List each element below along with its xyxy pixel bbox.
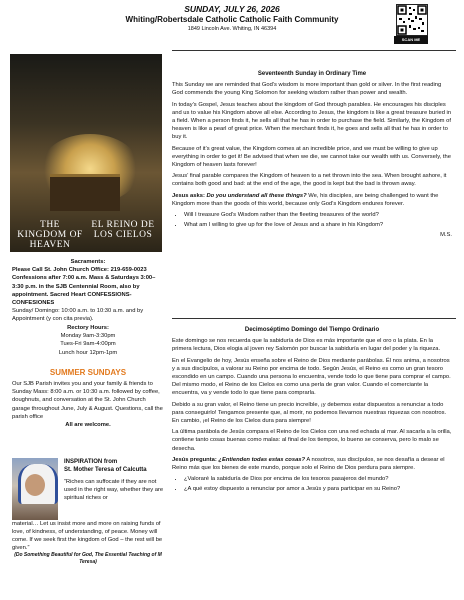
inspiration-citation: (Do Something Beautiful for God, The Essential Teaching of M Teresa) bbox=[14, 552, 162, 565]
sacraments-heading: Sacraments: bbox=[70, 259, 106, 265]
inspiration-quote-continued: material… Let us insist more and more on raising funds of love, of kindness, of understanding, of peace. Money will come. If we seek first the kingdom of God – the rest will be given.” bbox=[12, 521, 163, 551]
summer-sundays-section bbox=[12, 380, 164, 429]
reflection-list bbox=[172, 211, 452, 229]
list-item: • ¿A qué estoy dispuesto a renunciar por amor a Jesús y para participar en su Reino? bbox=[184, 485, 452, 493]
qr-code-icon[interactable] bbox=[396, 4, 428, 36]
divider bbox=[172, 50, 456, 51]
list-item: • ¿Valoraré la sabiduría de Dios por encima de los tesoros pasajeros del mundo? bbox=[184, 475, 452, 483]
rectory-hours-heading: Rectory Hours: bbox=[67, 325, 109, 331]
question-rest: We, his disciples, are being challenged to want the Kingdom more than the goods of this world, because only God’s Kingdom endures forever. bbox=[172, 192, 439, 207]
paragraph: Este domingo se nos recuerda que la sabiduría de Dios es más importante que el oro o la plata. En la primera lectura, Dios elogia al joven rey Salomón por buscar la sabiduría en lugar del poder y la riqueza. bbox=[172, 338, 441, 353]
paragraph: En el Evangelio de hoy, Jesús enseña sobre el Reino de Dios mediante parábolas. Él nos anima, a nosotros y a sus discípulos, a valorar su Reino por encima de todo. Según Jesús, el Reino es como un gran tesoro escondido en un campo. Cuando una persona lo encuentra, vende todo lo que tiene para comprar el campo. Del mismo modo, el Reino de los Cielos es como una perla de gran valor. Cuando el comerciante la encuentra, va y vende todo lo que tiene para comprarla. bbox=[172, 357, 451, 397]
paragraph: In today’s Gospel, Jesus teaches about the kingdom of God through parables. He encourages his disciples and us to value his Kingdom above all else. According to Jesus, the kingdom is like a great treasure buried in a field. When a person finds it, he sells all that he has in order to purchase the field. Similarly, the Kingdom of heaven is like a pearl of great price. When the merchant finds it, he goes and sells all that he has in order to buy it. bbox=[172, 101, 452, 141]
english-title: Seventeenth Sunday in Ordinary Time bbox=[257, 71, 367, 77]
sacraments-sunday: Sunday/ Domingo: 10:00 a.m. to 10:30 a.m. and by Appointment (y con cita previa). bbox=[12, 308, 144, 323]
question-label: Jesus asks: bbox=[172, 192, 205, 199]
rectory-hours bbox=[12, 324, 164, 357]
mother-teresa-photo bbox=[12, 458, 58, 520]
question-text: Do you understand all these things? bbox=[206, 192, 307, 199]
summer-closing: All are welcome. bbox=[65, 422, 111, 429]
paragraph: Debido a su gran valor, el Reino tiene un precio increíble, ¡y debemos estar dispuestos a renunciar a todo para conseguirlo! Tengamos presente que, al morir, no podemos llevarnos nuestras riquezas con nosotros. En cambio, ¡el Reino de los Cielos dura para siempre! bbox=[172, 401, 447, 425]
parish-address: 1849 Lincoln Ave. Whiting, IN 46394 bbox=[187, 26, 277, 32]
hours-line: Tues-Fri 9am-4:00pm bbox=[60, 341, 116, 348]
inspiration-quote: “Riches can suffocate if they are not used in the right way, whether they are spiritual riches or bbox=[64, 479, 164, 501]
question-label: Jesús pregunta: bbox=[172, 456, 217, 463]
summer-sundays-title: SUMMER SUNDAYS bbox=[49, 368, 127, 377]
hours-line: Lunch hour 12pm-1pm bbox=[58, 349, 118, 356]
paragraph: Jesus’ final parable compares the Kingdom of heaven to a net thrown into the sea. When brought ashore, it contains both good and bad: at the end of the age, the good is kept but the bad is thrown away. bbox=[172, 173, 447, 188]
cover-title-es: EL REINO DE LOS CIELOS bbox=[91, 220, 155, 240]
spanish-reflection bbox=[172, 326, 452, 496]
question-paragraph bbox=[172, 192, 452, 208]
list-item: • Will I treasure God’s Wisdom rather than the fleeting treasures of the world? bbox=[184, 211, 452, 219]
summer-text: Our SJB Parish invites you and your family & friends to Sunday Mass: 8:00 a.m. or 10:30 a.m. followed by coffee, doughnuts, and conversation at the St. John Church garage throughout June, July & August. Questions, call the parish office bbox=[12, 381, 163, 420]
parish-name: Whiting/Robertsdale Catholic Catholic Faith Community bbox=[125, 15, 339, 24]
question-text: ¿Entienden todas estas cosas? bbox=[218, 456, 306, 463]
spanish-title: Decimoséptimo Domingo del Tiempo Ordinario bbox=[244, 327, 380, 333]
bulletin-date: SUNDAY, JULY 26, 2026 bbox=[184, 4, 280, 14]
question-rest: A nosotros, sus discípulos, se nos desafía a desear el Reino más que los bienes de este mundo, porque solo el Reino de Dios perdura para siempre. bbox=[172, 456, 445, 472]
author-initials: M.S. bbox=[440, 232, 452, 239]
paragraph: This Sunday we are reminded that God’s wisdom is more important than gold or silver. In the first reading God commends the young King Solomon for seeking wisdom rather than power and wealth. bbox=[172, 82, 442, 97]
hours-line: Monday 9am-3:30pm bbox=[60, 333, 116, 340]
reflection-list bbox=[172, 475, 452, 493]
sacraments-section bbox=[12, 258, 164, 324]
inspiration-heading: INSPIRATION from bbox=[64, 459, 118, 465]
list-item: • What am I willing to give up for the love of Jesus and a share in his Kingdom? bbox=[184, 221, 452, 229]
inspiration-subheading: St. Mother Teresa of Calcutta bbox=[64, 467, 147, 473]
qr-scan-label: SCAN ME bbox=[394, 36, 428, 44]
cover-title-en: THE KINGDOM OF HEAVEN bbox=[17, 220, 83, 250]
paragraph: La última parábola de Jesús compara el Reino de los Cielos con una red echada al mar. Al sacarla a la orilla, contiene tanto cosas buenas como malas: al final de los tiempos, lo bueno se conserva, pero lo malo se desecha. bbox=[172, 429, 452, 452]
kingdom-of-heaven-image bbox=[10, 54, 162, 252]
english-reflection bbox=[172, 70, 452, 240]
sacraments-text: Please Call St. John Church Office: 219-659-0023 Confessions after 7:00 a.m. Mass & Saturdays 3:00–3:30 p.m. in the SJB Centennial Room, also by appointment. Sacred Heart CONFESSIONS- CONFESIONES bbox=[12, 267, 156, 307]
question-paragraph bbox=[172, 456, 452, 472]
divider bbox=[172, 318, 456, 319]
paragraph: Because of it’s great value, the Kingdom comes at an incredible price, and we must be willing to give up everything in order to get it! Be advised that when we die, we cannot take our wealth with us. Conversely, the Kingdom of heaven lasts forever! bbox=[172, 145, 451, 169]
